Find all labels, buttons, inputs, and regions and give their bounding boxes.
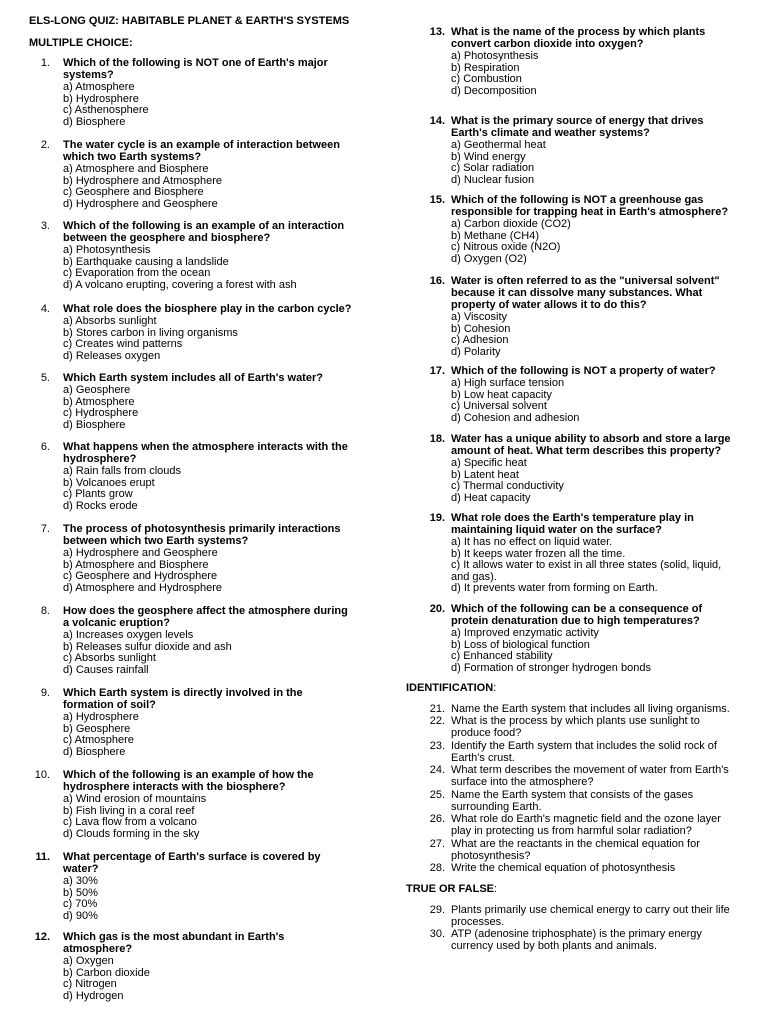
question-number: 8.	[40, 605, 50, 617]
answer-option: a) High surface tension	[451, 377, 565, 389]
answer-option: d) Decomposition	[451, 84, 537, 97]
question-text: hydrosphere interacts with the biosphere?	[63, 781, 286, 793]
question-text: protein denaturation due to high temperatures?	[451, 615, 700, 627]
answer-option: a) Photosynthesis	[63, 244, 151, 256]
answer-option: d) Rocks erode	[63, 499, 138, 512]
item-text: Name the Earth system that includes all living organisms.	[451, 703, 730, 715]
answer-option: a) Atmosphere and Biosphere	[63, 163, 209, 175]
answer-option: d) Causes rainfall	[63, 663, 149, 676]
section-true-false	[406, 883, 497, 895]
item-number: 22.	[429, 715, 445, 727]
answer-option: d) Oxygen (O2)	[451, 252, 527, 265]
answer-option: d) Releases oxygen	[63, 349, 161, 362]
section-identification	[406, 682, 496, 694]
answer-option: c) Nitrogen	[63, 978, 117, 991]
question-text: What role does the biosphere play in the carbon cycle?	[63, 303, 352, 315]
answer-option: d) Heat capacity	[451, 491, 531, 504]
answer-option: a) Specific heat	[451, 457, 527, 469]
question-text: hydrosphere?	[63, 453, 137, 465]
question-number: 13.	[429, 26, 445, 38]
answer-option: d) Nuclear fusion	[451, 173, 535, 186]
answer-option: b) Volcanoes erupt	[63, 476, 155, 489]
answer-option: a) Viscosity	[451, 311, 508, 323]
question-text: Which of the following is NOT a greenhouse gas	[451, 194, 704, 206]
question-text: Which Earth system is directly involved in the	[63, 687, 303, 699]
question-text: which two Earth systems?	[63, 151, 202, 163]
answer-option: b) 50%	[63, 886, 98, 899]
answer-option: d) Biosphere	[63, 115, 126, 128]
answer-option: c) It allows water to exist in all three states (solid, liquid,	[451, 559, 722, 572]
question-text: amount of heat. What term describes this property?	[451, 445, 722, 457]
question-text: Which of the following is an example of an interaction	[63, 220, 345, 232]
answer-option: c) Lava flow from a volcano	[63, 816, 197, 829]
answer-option: a) Atmosphere	[63, 81, 135, 93]
question-number: 20.	[429, 603, 445, 615]
item-number: 30.	[429, 928, 445, 940]
question-text: Which gas is the most abundant in Earth's	[63, 931, 285, 943]
answer-option: c) Absorbs sunlight	[63, 652, 156, 665]
question-number: 10.	[34, 769, 50, 781]
question-number: 6.	[40, 441, 50, 453]
answer-option: a) Photosynthesis	[451, 50, 539, 62]
answer-option: d) A volcano erupting, covering a forest with ash	[63, 278, 297, 291]
answer-option: b) Atmosphere and Biosphere	[63, 558, 209, 571]
answer-option: b) Respiration	[451, 61, 520, 74]
answer-option: a) Absorbs sunlight	[63, 315, 157, 327]
answer-option: and gas).	[451, 570, 497, 583]
answer-option: c) 70%	[63, 898, 98, 911]
question-text: Earth's climate and weather systems?	[451, 127, 650, 139]
question-number: 14.	[429, 115, 445, 127]
question-text: water?	[63, 863, 99, 875]
answer-option: d) 90%	[63, 909, 98, 922]
question-text: What percentage of Earth's surface is covered by	[63, 851, 321, 863]
answer-option: d) It prevents water from forming on Earth.	[451, 582, 658, 595]
question-text: Which of the following is NOT one of Earth's major	[63, 57, 328, 69]
item-text: surface into the atmosphere?	[451, 776, 594, 788]
answer-option: b) Cohesion	[451, 322, 511, 335]
answer-option: b) Low heat capacity	[451, 388, 552, 401]
item-number: 27.	[429, 838, 445, 850]
question-text: Which of the following can be a consequence of	[451, 603, 703, 615]
answer-option: b) Carbon dioxide	[63, 966, 150, 979]
question-number: 16.	[429, 275, 445, 287]
question-number: 18.	[429, 433, 445, 445]
question-text: a volcanic eruption?	[63, 617, 170, 629]
answer-option: d) Hydrosphere and Geosphere	[63, 197, 218, 210]
question-number: 1.	[40, 57, 50, 69]
item-text: Name the Earth system that consists of the gases	[451, 789, 694, 801]
answer-option: c) Geosphere and Biosphere	[63, 186, 204, 199]
answer-option: c) Geosphere and Hydrosphere	[63, 570, 218, 583]
item-text: photosynthesis?	[451, 850, 531, 862]
answer-option: c) Combustion	[451, 73, 522, 86]
answer-option: c) Plants grow	[63, 488, 133, 501]
question-text: The process of photosynthesis primarily interactions	[63, 523, 341, 535]
answer-option: d) Atmosphere and Hydrosphere	[63, 581, 222, 594]
question-text: What role does the Earth's temperature play in	[451, 512, 694, 524]
item-text: Identify the Earth system that includes the solid rock of	[451, 740, 717, 752]
answer-option: c) Solar radiation	[451, 162, 535, 175]
item-number: 24.	[429, 764, 445, 776]
answer-option: b) Earthquake causing a landslide	[63, 255, 229, 268]
answer-option: b) Latent heat	[451, 468, 519, 481]
answer-option: d) Biosphere	[63, 745, 126, 758]
question-text: systems?	[63, 69, 114, 81]
answer-option: a) Hydrosphere	[63, 711, 139, 723]
item-text: What role do Earth's magnetic field and the ozone layer	[451, 813, 721, 825]
quiz-title: ELS-LONG QUIZ: HABITABLE PLANET & EARTH'S SYSTEMS	[29, 15, 350, 27]
question-text: What happens when the atmosphere interacts with the	[63, 441, 348, 453]
question-number: 9.	[40, 687, 50, 699]
answer-option: a) Oxygen	[63, 955, 114, 967]
answer-option: d) Clouds forming in the sky	[63, 827, 200, 840]
item-number: 26.	[429, 813, 445, 825]
question-text: Which of the following is an example of how the	[63, 769, 314, 781]
answer-option: a) Geosphere	[63, 384, 131, 396]
question-text: responsible for trapping heat in Earth's atmosphere?	[451, 206, 729, 218]
question-text: Water is often referred to as the "universal solvent"	[451, 275, 720, 287]
answer-option: c) Enhanced stability	[451, 650, 553, 663]
answer-option: d) Formation of stronger hydrogen bonds	[451, 661, 651, 674]
item-text: currency used by both plants and animals.	[451, 940, 658, 952]
section-multiple-choice: MULTIPLE CHOICE:	[29, 37, 133, 49]
question-text: maintaining liquid water on the surface?	[451, 524, 662, 536]
answer-option: a) It has no effect on liquid water.	[451, 536, 613, 548]
question-text: between which two Earth systems?	[63, 535, 249, 547]
answer-option: d) Polarity	[451, 345, 501, 358]
item-number: 23.	[429, 740, 445, 752]
item-number: 29.	[429, 904, 445, 916]
item-text: processes.	[451, 916, 505, 928]
item-text: What is the process by which plants use sunlight to	[451, 715, 700, 727]
true-false-colon: :	[494, 883, 498, 895]
answer-option: c) Thermal conductivity	[451, 480, 564, 493]
question-text: formation of soil?	[63, 699, 156, 711]
true-false-heading: TRUE OR FALSE	[406, 883, 495, 895]
question-number: 17.	[429, 365, 445, 377]
item-text: What term describes the movement of water from Earth's	[451, 764, 729, 776]
answer-option: b) Geosphere	[63, 722, 131, 735]
answer-option: a) Increases oxygen levels	[63, 629, 194, 641]
answer-option: a) Hydrosphere and Geosphere	[63, 547, 218, 559]
item-text: What are the reactants in the chemical equation for	[451, 838, 700, 850]
answer-option: c) Adhesion	[451, 334, 509, 347]
question-number: 2.	[40, 139, 50, 151]
question-number: 5.	[40, 372, 50, 384]
answer-option: a) Geothermal heat	[451, 139, 546, 151]
answer-option: c) Asthenosphere	[63, 104, 149, 117]
answer-option: b) Methane (CH4)	[451, 229, 540, 242]
answer-option: b) It keeps water frozen all the time.	[451, 547, 626, 560]
item-text: surrounding Earth.	[451, 801, 542, 813]
question-number: 3.	[40, 220, 50, 232]
item-number: 21.	[429, 703, 445, 715]
item-text: Write the chemical equation of photosynthesis	[451, 862, 676, 874]
question-text: Water has a unique ability to absorb and store a large	[451, 433, 731, 445]
answer-option: d) Hydrogen	[63, 989, 124, 1002]
item-number: 28.	[429, 862, 445, 874]
answer-option: c) Universal solvent	[451, 400, 547, 413]
identification-colon: :	[493, 682, 497, 694]
question-text: Which Earth system includes all of Earth's water?	[63, 372, 323, 384]
question-number: 4.	[40, 303, 50, 315]
answer-option: b) Stores carbon in living organisms	[63, 326, 238, 339]
answer-option: b) Releases sulfur dioxide and ash	[63, 640, 232, 653]
answer-option: c) Creates wind patterns	[63, 338, 183, 351]
answer-option: d) Biosphere	[63, 418, 126, 431]
item-text: produce food?	[451, 727, 522, 739]
answer-option: a) Wind erosion of mountains	[63, 793, 207, 805]
answer-option: b) Hydrosphere and Atmosphere	[63, 174, 222, 187]
answer-option: b) Hydrosphere	[63, 92, 139, 105]
answer-option: a) Carbon dioxide (CO2)	[451, 218, 571, 230]
answer-option: c) Nitrous oxide (N2O)	[451, 241, 561, 254]
question-number: 7.	[40, 523, 50, 535]
question-text: How does the geosphere affect the atmosphere during	[63, 605, 348, 617]
answer-option: b) Fish living in a coral reef	[63, 804, 195, 817]
question-text: Which of the following is NOT a property of water?	[451, 365, 716, 377]
question-text: because it can dissolve many substances. What	[451, 287, 703, 299]
question-text: convert carbon dioxide into oxygen?	[451, 38, 644, 50]
answer-option: a) 30%	[63, 875, 98, 887]
question-number: 19.	[429, 512, 445, 524]
question-text: property of water allows it to do this?	[451, 299, 647, 311]
question-text: between the geosphere and biosphere?	[63, 232, 271, 244]
answer-option: c) Evaporation from the ocean	[63, 267, 211, 280]
answer-option: d) Cohesion and adhesion	[451, 411, 580, 424]
answer-option: b) Loss of biological function	[451, 638, 590, 651]
question-text: What is the primary source of energy that drives	[451, 115, 704, 127]
identification-heading: IDENTIFICATION	[406, 682, 494, 694]
item-text: ATP (adenosine triphosphate) is the primary energy	[451, 928, 702, 940]
item-text: play in protecting us from harmful solar radiation?	[451, 825, 692, 837]
question-number: 15.	[429, 194, 445, 206]
question-text: The water cycle is an example of interaction between	[63, 139, 340, 151]
item-text: Plants primarily use chemical energy to carry out their life	[451, 904, 730, 916]
item-number: 25.	[429, 789, 445, 801]
question-text: atmosphere?	[63, 943, 133, 955]
question-number: 11.	[35, 851, 50, 863]
answer-option: c) Hydrosphere	[63, 407, 139, 420]
answer-option: a) Rain falls from clouds	[63, 465, 181, 477]
answer-option: a) Improved enzymatic activity	[451, 627, 599, 639]
item-text: Earth's crust.	[451, 752, 515, 764]
answer-option: c) Atmosphere	[63, 734, 134, 747]
answer-option: b) Wind energy	[451, 150, 526, 163]
question-number: 12.	[34, 931, 50, 943]
question-text: What is the name of the process by which plants	[451, 26, 706, 38]
answer-option: b) Atmosphere	[63, 395, 135, 408]
